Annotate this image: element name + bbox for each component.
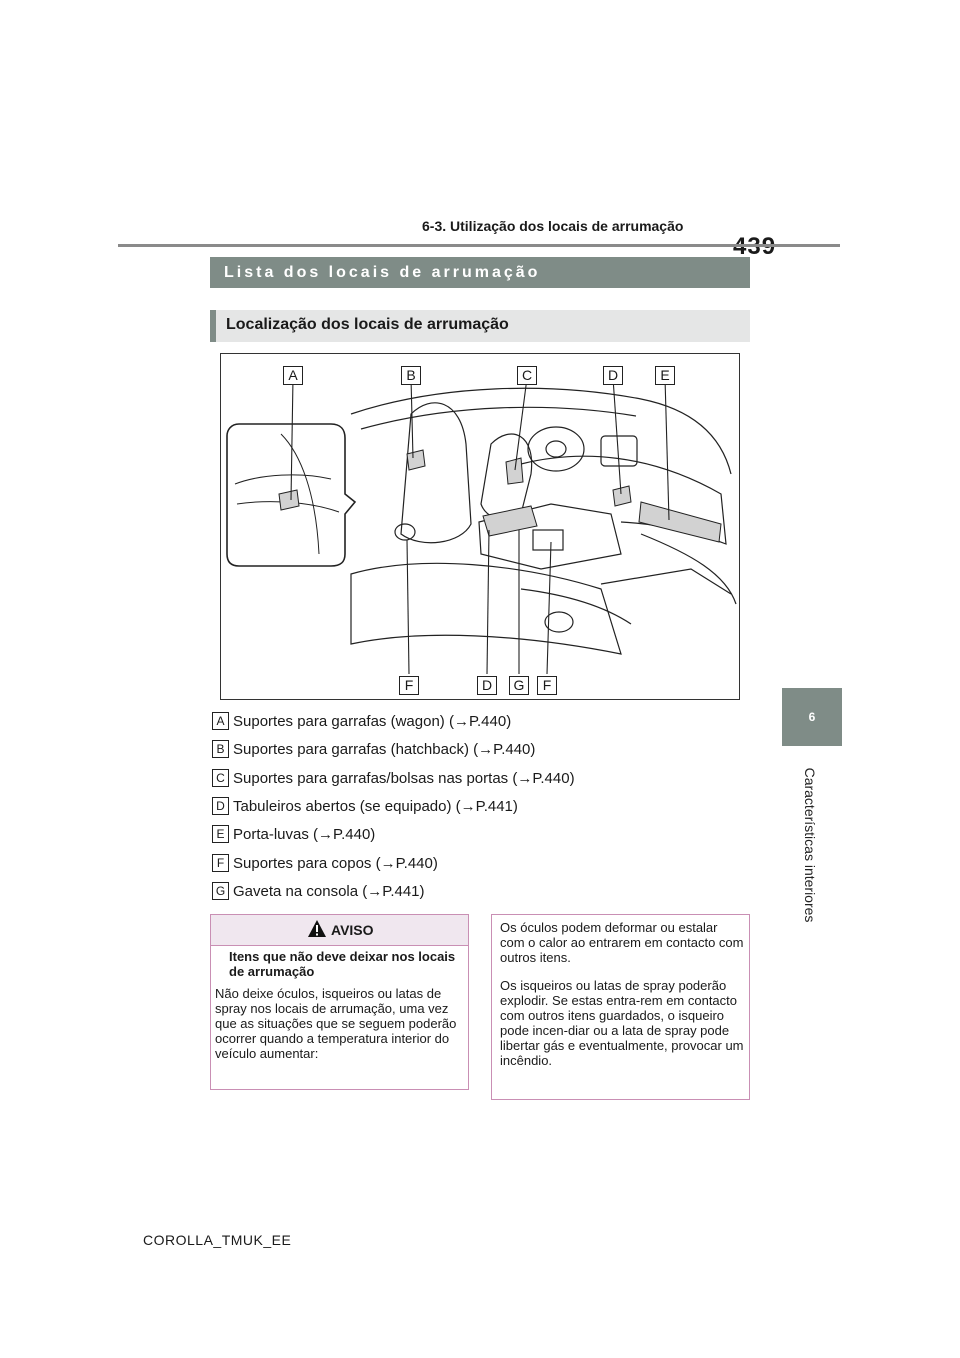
legend-key: C [212, 769, 229, 787]
chapter-title [800, 760, 820, 930]
legend-text: Tabuleiros abertos (se equipado) (→P.441) [233, 797, 518, 815]
legend-text: Suportes para copos (→P.440) [233, 854, 438, 872]
legend-key: D [212, 797, 229, 815]
warning-header [211, 915, 468, 946]
callout-B: B [401, 366, 421, 385]
callout-E: E [655, 366, 675, 385]
interior-illustration [220, 353, 740, 700]
subsection-banner: Localização dos locais de arrumação [210, 310, 750, 342]
callout-A: A [283, 366, 303, 385]
legend-item [212, 880, 425, 902]
callout-C: C [517, 366, 537, 385]
callout-G: G [509, 676, 529, 695]
legend-item [212, 738, 535, 760]
legend-key: B [212, 740, 229, 758]
warning-subtitle: Itens que não deve deixar nos locais de arrumação [229, 949, 456, 979]
chapter-title-text: Características interiores [802, 767, 818, 923]
callout-F-left: F [399, 676, 419, 695]
header-rule [118, 244, 840, 247]
legend-text: Suportes para garrafas/bolsas nas portas (→P.440) [233, 769, 575, 787]
section-title: 6-3. Utilização dos locais de arrumação [422, 218, 684, 234]
document-footer: COROLLA_TMUK_EE [143, 1232, 292, 1248]
callout-D: D [603, 366, 623, 385]
warning-triangle-icon [307, 919, 327, 938]
legend-key: E [212, 825, 229, 843]
car-interior-drawing [221, 354, 739, 699]
warning-box [210, 914, 469, 1090]
legend-key: F [212, 854, 229, 872]
warning-box-continued [491, 914, 750, 1100]
legend-item [212, 710, 511, 732]
warning-body: Não deixe óculos, isqueiros ou latas de spray nos locais de arrumação, uma vez que as situações que se seguem poderão ocorrer quando a temperatura interior do veículo aumentar: [215, 986, 457, 1061]
callout-F-right: F [537, 676, 557, 695]
legend-text: Suportes para garrafas (hatchback) (→P.440) [233, 740, 536, 758]
legend-text: Suportes para garrafas (wagon) (→P.440) [233, 712, 512, 730]
section-banner: Lista dos locais de arrumação [210, 257, 750, 288]
warning-title: AVISO [331, 922, 374, 938]
legend-text: Gaveta na consola (→P.441) [233, 882, 425, 900]
legend-key: A [212, 712, 229, 730]
legend-key: G [212, 882, 229, 900]
legend-item [212, 852, 438, 874]
legend-item [212, 823, 375, 845]
callout-D-bottom: D [477, 676, 497, 695]
warning-paragraph: Os isqueiros ou latas de spray poderão explodir. Se estas entra-rem em contacto com outros itens guardados, o isqueiro pode incen-diar ou a lata de spray pode libertar gás e eventualmente, provocar um incêndio. [500, 978, 744, 1068]
legend-text: Porta-luvas (→P.440) [233, 825, 376, 843]
chapter-tab: 6 [782, 688, 842, 746]
legend-item [212, 767, 575, 789]
legend-item [212, 795, 518, 817]
warning-paragraph: Os óculos podem deformar ou estalar com o calor ao entrarem em contacto com outros itens. [500, 920, 744, 965]
